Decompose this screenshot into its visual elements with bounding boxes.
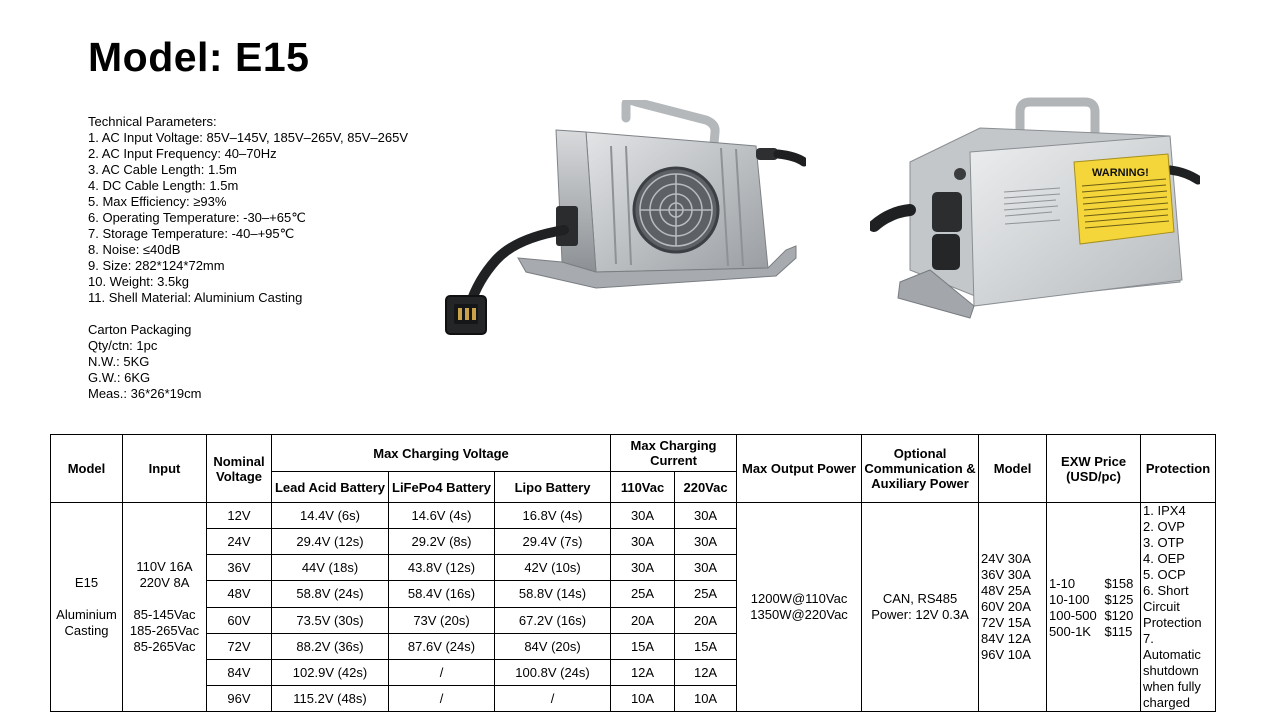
header-protection: Protection bbox=[1141, 435, 1216, 503]
header-220vac: 220Vac bbox=[675, 472, 737, 503]
current-220-cell: 20A bbox=[675, 607, 737, 633]
price-value: $120 bbox=[1104, 607, 1134, 623]
lipo-cell: 16.8V (4s) bbox=[495, 503, 611, 529]
lipo-cell: 58.8V (14s) bbox=[495, 581, 611, 607]
lifepo4-cell: 43.8V (12s) bbox=[389, 555, 495, 581]
model-cell: E15 Aluminium Casting bbox=[51, 503, 123, 712]
current-220-cell: 15A bbox=[675, 633, 737, 659]
current-220-cell: 12A bbox=[675, 659, 737, 685]
technical-heading: Technical Parameters: bbox=[88, 114, 217, 129]
price-qty: 1-10 bbox=[1049, 575, 1076, 591]
current-110-cell: 12A bbox=[611, 659, 675, 685]
header-exw-price: EXW Price (USD/pc) bbox=[1047, 435, 1141, 503]
param-item: 8. Noise: ≤40dB bbox=[88, 242, 181, 257]
price-qty: 10-100 bbox=[1049, 591, 1090, 607]
warning-label: WARNING! bbox=[1092, 167, 1149, 179]
current-220-cell: 30A bbox=[675, 555, 737, 581]
lipo-cell: 100.8V (24s) bbox=[495, 659, 611, 685]
current-110-cell: 30A bbox=[611, 555, 675, 581]
param-item: 9. Size: 282*124*72mm bbox=[88, 258, 225, 273]
price-cell bbox=[1047, 503, 1141, 712]
lead-cell: 44V (18s) bbox=[272, 555, 389, 581]
header-lipo: Lipo Battery bbox=[495, 472, 611, 503]
param-item: 6. Operating Temperature: -30–+65℃ bbox=[88, 210, 306, 225]
current-110-cell: 30A bbox=[611, 529, 675, 555]
lifepo4-cell: / bbox=[389, 659, 495, 685]
lead-cell: 102.9V (42s) bbox=[272, 659, 389, 685]
page-title: Model: E15 bbox=[88, 34, 310, 80]
header-input: Input bbox=[123, 435, 207, 503]
current-220-cell: 10A bbox=[675, 685, 737, 711]
lead-cell: 73.5V (30s) bbox=[272, 607, 389, 633]
price-qty: 100-500 bbox=[1049, 607, 1097, 623]
param-item: 11. Shell Material: Aluminium Casting bbox=[88, 290, 303, 305]
current-220-cell: 25A bbox=[675, 581, 737, 607]
technical-parameters bbox=[88, 114, 408, 306]
communication-cell: CAN, RS485 Power: 12V 0.3A bbox=[862, 503, 979, 712]
price-value: $158 bbox=[1104, 575, 1134, 591]
lipo-cell: 29.4V (7s) bbox=[495, 529, 611, 555]
nominal-cell: 96V bbox=[207, 685, 272, 711]
current-110-cell: 20A bbox=[611, 607, 675, 633]
nominal-cell: 48V bbox=[207, 581, 272, 607]
carton-packaging bbox=[88, 322, 201, 402]
price-list bbox=[1049, 575, 1138, 639]
carton-heading: Carton Packaging bbox=[88, 322, 192, 337]
lifepo4-cell: 58.4V (16s) bbox=[389, 581, 495, 607]
carton-item: G.W.: 6KG bbox=[88, 370, 151, 385]
lead-cell: 14.4V (6s) bbox=[272, 503, 389, 529]
lipo-cell: 67.2V (16s) bbox=[495, 607, 611, 633]
current-110-cell: 15A bbox=[611, 633, 675, 659]
header-max-charging-current: Max Charging Current bbox=[611, 435, 737, 472]
output-power-cell: 1200W@110Vac 1350W@220Vac bbox=[737, 503, 862, 712]
header-communication: Optional Communication & Auxiliary Power bbox=[862, 435, 979, 503]
header-model-list: Model bbox=[979, 435, 1047, 503]
input-cell: 110V 16A 220V 8A 85-145Vac 185-265Vac 85-265Vac bbox=[123, 503, 207, 712]
nominal-cell: 12V bbox=[207, 503, 272, 529]
protection-cell: 1. IPX4 2. OVP 3. OTP 4. OEP 5. OCP 6. Short Circuit Protection 7. Automatic shutdown when fully charged bbox=[1141, 503, 1216, 712]
lifepo4-cell: / bbox=[389, 685, 495, 711]
lead-cell: 88.2V (36s) bbox=[272, 633, 389, 659]
param-item: 10. Weight: 3.5kg bbox=[88, 274, 189, 289]
header-max-charging-voltage: Max Charging Voltage bbox=[272, 435, 611, 472]
lipo-cell: 84V (20s) bbox=[495, 633, 611, 659]
carton-item: Qty/ctn: 1pc bbox=[88, 338, 158, 353]
lifepo4-cell: 14.6V (4s) bbox=[389, 503, 495, 529]
header-lead-acid: Lead Acid Battery bbox=[272, 472, 389, 503]
param-item: 3. AC Cable Length: 1.5m bbox=[88, 162, 237, 177]
lipo-cell: 42V (10s) bbox=[495, 555, 611, 581]
lifepo4-cell: 87.6V (24s) bbox=[389, 633, 495, 659]
param-item: 1. AC Input Voltage: 85V–145V, 185V–265V, 85V–265V bbox=[88, 130, 408, 145]
nominal-cell: 24V bbox=[207, 529, 272, 555]
current-110-cell: 25A bbox=[611, 581, 675, 607]
nominal-cell: 60V bbox=[207, 607, 272, 633]
charger-front-image bbox=[436, 100, 806, 340]
lead-cell: 58.8V (24s) bbox=[272, 581, 389, 607]
price-qty: 500-1K bbox=[1049, 623, 1091, 639]
param-item: 2. AC Input Frequency: 40–70Hz bbox=[88, 146, 277, 161]
lead-cell: 29.4V (12s) bbox=[272, 529, 389, 555]
price-value: $125 bbox=[1104, 591, 1134, 607]
lead-cell: 115.2V (48s) bbox=[272, 685, 389, 711]
header-model: Model bbox=[51, 435, 123, 503]
header-lifepo4: LiFePo4 Battery bbox=[389, 472, 495, 503]
nominal-cell: 84V bbox=[207, 659, 272, 685]
current-110-cell: 30A bbox=[611, 503, 675, 529]
current-220-cell: 30A bbox=[675, 503, 737, 529]
lifepo4-cell: 29.2V (8s) bbox=[389, 529, 495, 555]
param-item: 5. Max Efficiency: ≥93% bbox=[88, 194, 227, 209]
charger-back-image bbox=[870, 92, 1200, 322]
lifepo4-cell: 73V (20s) bbox=[389, 607, 495, 633]
table-row bbox=[51, 503, 1216, 529]
nominal-cell: 72V bbox=[207, 633, 272, 659]
lipo-cell: / bbox=[495, 685, 611, 711]
spec-table bbox=[50, 434, 1216, 712]
current-110-cell: 10A bbox=[611, 685, 675, 711]
param-item: 7. Storage Temperature: -40–+95℃ bbox=[88, 226, 295, 241]
header-110vac: 110Vac bbox=[611, 472, 675, 503]
current-220-cell: 30A bbox=[675, 529, 737, 555]
price-value: $115 bbox=[1104, 623, 1133, 639]
nominal-cell: 36V bbox=[207, 555, 272, 581]
param-item: 4. DC Cable Length: 1.5m bbox=[88, 178, 239, 193]
carton-item: Meas.: 36*26*19cm bbox=[88, 386, 202, 401]
header-max-output-power: Max Output Power bbox=[737, 435, 862, 503]
header-nominal-voltage: Nominal Voltage bbox=[207, 435, 272, 503]
model-list-cell: 24V 30A 36V 30A 48V 25A 60V 20A 72V 15A 84V 12A 96V 10A bbox=[979, 503, 1047, 712]
carton-item: N.W.: 5KG bbox=[88, 354, 150, 369]
